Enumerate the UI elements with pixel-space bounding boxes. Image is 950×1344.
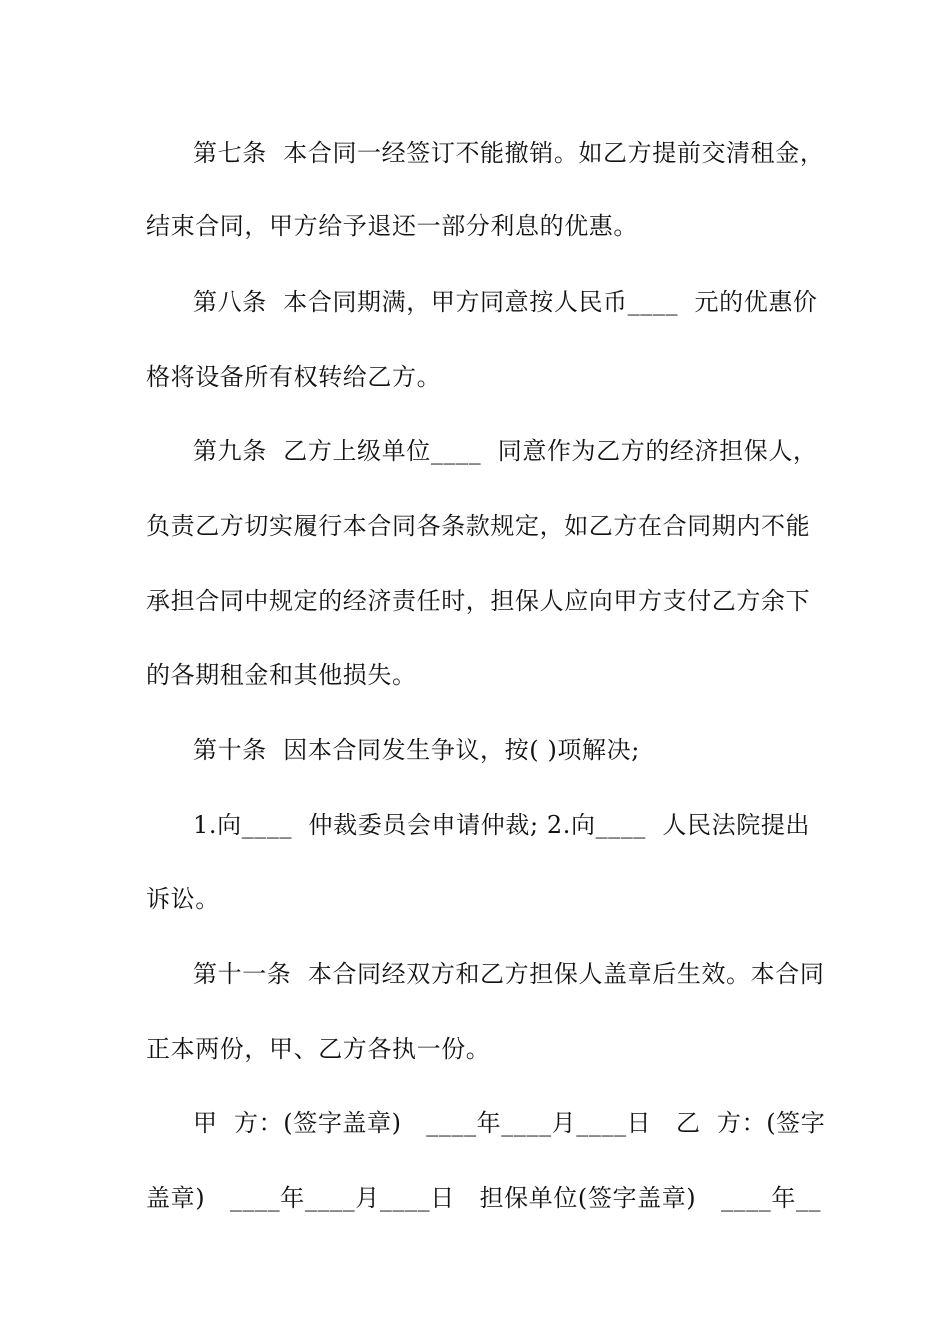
- article-9-line-4: 的各期租金和其他损失。: [146, 661, 417, 689]
- article-11-line-1: 第十一条 本合同经双方和乙方担保人盖章后生效。本合同: [193, 960, 825, 988]
- article-10-line-1: 第十条 因本合同发生争议，按( )项解决;: [193, 736, 640, 764]
- article-9-line-2: 负责乙方切实履行本合同各条款规定，如乙方在合同期内不能: [146, 512, 811, 540]
- article-8-line-2: 格将设备所有权转给乙方。: [146, 363, 442, 391]
- signature-line-2: 盖章) ____年____月____日 担保单位(签字盖章) ____年__: [146, 1184, 822, 1212]
- article-7-line-1: 第七条 本合同一经签订不能撤销。如乙方提前交清租金，: [193, 139, 825, 167]
- article-10-options-line-2: 诉讼。: [146, 885, 220, 913]
- signature-line-1: 甲 方：(签字盖章) ____年____月____日 乙 方：(签字: [193, 1109, 826, 1137]
- article-9-line-1: 第九条 乙方上级单位____ 同意作为乙方的经济担保人，: [193, 437, 818, 465]
- article-10-options-line-1: 1.向____ 仲裁委员会申请仲裁; 2.向____ 人民法院提出: [193, 811, 811, 839]
- article-9-line-3: 承担合同中规定的经济责任时，担保人应向甲方支付乙方余下: [146, 587, 811, 615]
- article-8-line-1: 第八条 本合同期满，甲方同意按人民币____ 元的优惠价: [193, 288, 818, 316]
- article-7-line-2: 结束合同，甲方给予退还一部分利息的优惠。: [146, 212, 638, 240]
- article-11-line-2: 正本两份，甲、乙方各执一份。: [146, 1035, 491, 1063]
